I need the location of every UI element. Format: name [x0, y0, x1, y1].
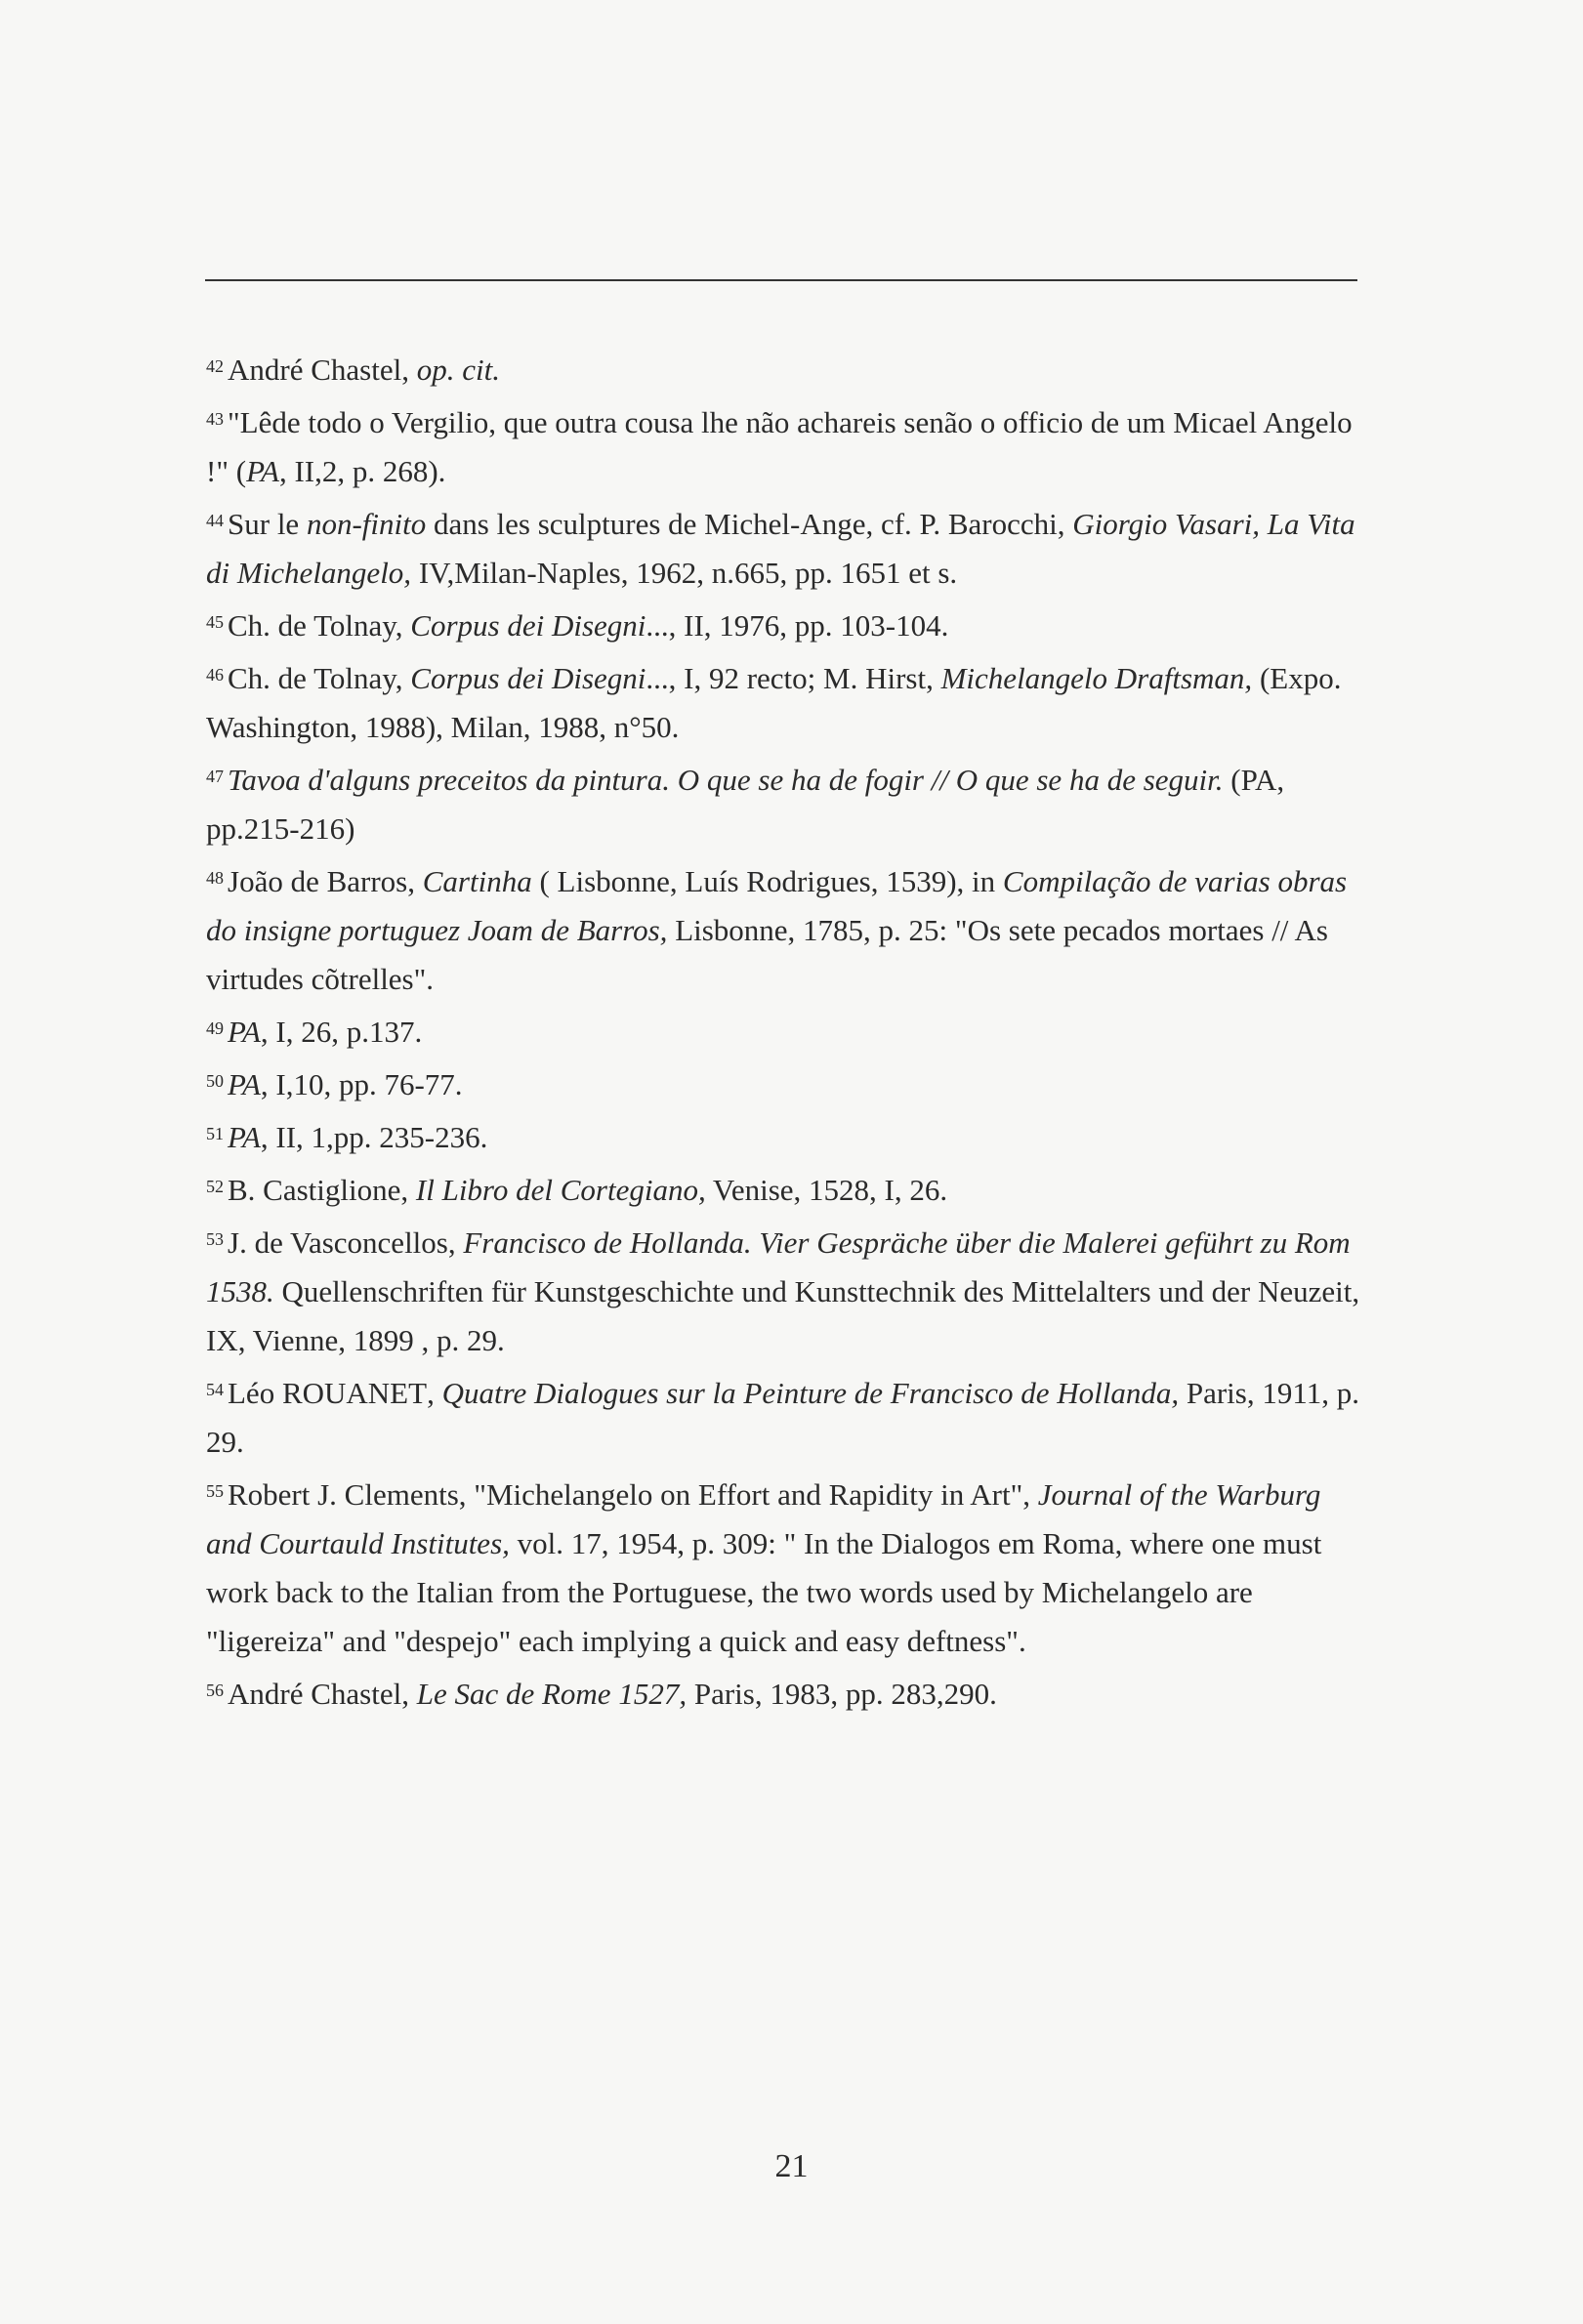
footnote-number: 51: [206, 1124, 224, 1143]
footnote-italic-text: Cartinha: [422, 864, 532, 898]
footnote: [206, 394, 1363, 496]
footnote: [206, 1215, 1363, 1365]
footnote-text: João de Barros,: [228, 864, 423, 898]
footnote-text: , II,2, p. 268).: [278, 454, 446, 488]
footnote-text: ,: [427, 1376, 442, 1410]
footnote-text: Quellenschriften für Kunstgeschichte und Kunsttechnik des Mittelalters und der Neuzeit, IX, Vienne, 1899 , p. 29.: [206, 1274, 1360, 1357]
footnote: [206, 1365, 1363, 1467]
footnote-text: Léo: [228, 1376, 282, 1410]
footnote-text: Lisbonne, 1785, p. 25: "Os sete pecados mortaes // As virtudes cõtrelles".: [206, 913, 1328, 996]
footnote: [206, 598, 1363, 650]
footnote-number: 49: [206, 1018, 224, 1038]
footnote-number: 46: [206, 665, 224, 685]
footnote-separator: [205, 279, 1357, 281]
footnote-italic-text: PA: [228, 1120, 261, 1154]
footnote-text: Robert J. Clements, "Michelangelo on Effort and Rapidity in Art",: [228, 1477, 1038, 1512]
footnote-text: Paris, 1911, p. 29.: [206, 1376, 1359, 1459]
footnote-italic-text: Il Libro del Cortegiano,: [415, 1173, 706, 1207]
footnote-italic-text: non-finito: [306, 507, 427, 541]
footnote-italic-text: PA: [228, 1015, 261, 1049]
footnote-text: Venise, 1528, I, 26.: [705, 1173, 948, 1207]
footnote-number: 48: [206, 868, 224, 888]
footnote-text: B. Castiglione,: [228, 1173, 416, 1207]
footnote-italic-text: PA: [246, 454, 279, 488]
footnote-text: , I,10, pp. 76-77.: [260, 1067, 463, 1101]
footnote: [206, 650, 1363, 752]
footnote-number: 45: [206, 612, 224, 632]
footnote: [206, 342, 1363, 394]
footnote: [206, 496, 1363, 598]
footnotes-list: [206, 342, 1363, 1719]
footnote-number: 43: [206, 409, 224, 429]
footnote-text: vol. 17, 1954, p. 309: " In the Dialogos em Roma, where one must work back to the Italian from the Portuguese, the two words used by Michelangelo are "ligereiza" and "despejo" each implying a quick and easy deftness".: [206, 1526, 1322, 1658]
footnote-text: IV,Milan-Naples, 1962, n.665, pp. 1651 et s.: [411, 556, 958, 590]
footnote: [206, 1162, 1363, 1215]
footnote: [206, 1057, 1363, 1109]
footnote-number: 54: [206, 1380, 224, 1399]
page-number: 21: [774, 2148, 809, 2184]
footnote-text: , II, 1,pp. 235-236.: [260, 1120, 488, 1154]
footnote: [206, 1467, 1363, 1666]
footnote-text: ROUANET: [281, 1376, 428, 1410]
footnote-text: (Expo. Washington, 1988), Milan, 1988, n°50.: [206, 661, 1342, 744]
footnote-italic-text: Le Sac de Rome 1527,: [416, 1677, 687, 1711]
footnote-italic-text: Quatre Dialogues sur la Peinture de Francisco de Hollanda,: [441, 1376, 1180, 1410]
footnote-text: (PA, pp.215-216): [206, 763, 1285, 846]
footnote-text: Ch. de Tolnay,: [228, 661, 411, 695]
footnote-text: Ch. de Tolnay,: [228, 608, 411, 643]
footnote-text: "Lêde todo o Vergilio, que outra cousa lhe não achareis senão o officio de um Micael Angelo !" (: [206, 405, 1353, 488]
footnote-text: dans les sculptures de Michel-Ange, cf. P. Barocchi,: [426, 507, 1073, 541]
footnote-italic-text: Corpus dei Disegni: [410, 608, 646, 643]
footnote: [206, 752, 1363, 853]
footnote-number: 42: [206, 356, 224, 376]
footnote: [206, 1109, 1363, 1162]
footnote-number: 53: [206, 1229, 224, 1249]
footnote-text: ..., II, 1976, pp. 103-104.: [646, 608, 949, 643]
footnote-italic-text: Tavoa d'alguns preceitos da pintura. O que se ha de fogir // O que se ha de seguir.: [228, 763, 1224, 797]
footnote-italic-text: Giorgio Vasari, La Vita di Michelangelo,: [206, 507, 1355, 590]
footnote-number: 44: [206, 511, 224, 530]
footnote-number: 56: [206, 1681, 224, 1700]
footnote-text: André Chastel,: [228, 353, 417, 387]
footnote-italic-text: Journal of the Warburg and Courtauld Institutes,: [206, 1477, 1321, 1560]
footnote-italic-text: Michelangelo Draftsman,: [940, 661, 1253, 695]
footnote-text: J. de Vasconcellos,: [228, 1225, 464, 1260]
footnote-italic-text: Francisco de Hollanda. Vier Gespräche über die Malerei geführt zu Rom 1538.: [206, 1225, 1351, 1308]
footnote-italic-text: Corpus dei Disegni: [410, 661, 646, 695]
footnote-number: 47: [206, 767, 224, 786]
footnote-number: 52: [206, 1177, 224, 1196]
footnote-number: 55: [206, 1481, 224, 1501]
footnote-text: ..., I, 92 recto; M. Hirst,: [646, 661, 941, 695]
footnote-italic-text: op. cit.: [416, 353, 500, 387]
footnote-number: 50: [206, 1071, 224, 1091]
footnote-text: ( Lisbonne, Luís Rodrigues, 1539), in: [531, 864, 1003, 898]
footnote-text: André Chastel,: [228, 1677, 417, 1711]
footnote-text: Sur le: [228, 507, 307, 541]
footnote-text: Paris, 1983, pp. 283,290.: [687, 1677, 997, 1711]
footnote: [206, 1004, 1363, 1057]
footnote: [206, 1666, 1363, 1719]
footnote-italic-text: PA: [228, 1067, 261, 1101]
footnote-text: , I, 26, p.137.: [260, 1015, 423, 1049]
footnote-italic-text: Compilação de varias obras do insigne portuguez Joam de Barros,: [206, 864, 1348, 947]
footnote: [206, 853, 1363, 1004]
